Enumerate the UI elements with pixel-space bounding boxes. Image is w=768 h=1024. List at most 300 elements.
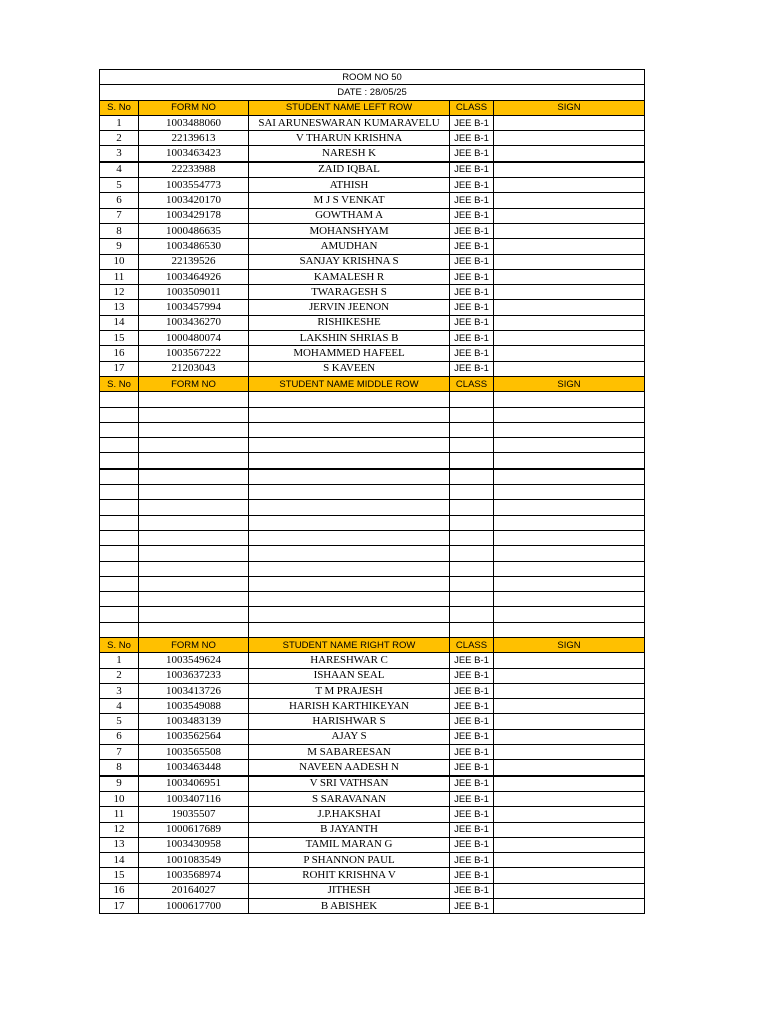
student-name-cell — [249, 453, 450, 469]
class-cell: JEE B-1 — [450, 361, 494, 376]
serial-no-cell: 7 — [100, 745, 139, 760]
serial-no-cell: 17 — [100, 899, 139, 914]
form-no-cell: 1003406951 — [139, 776, 249, 792]
class-cell: JEE B-1 — [450, 899, 494, 914]
sign-cell[interactable] — [494, 837, 645, 852]
serial-no-header: S. No — [100, 376, 139, 391]
sign-cell[interactable] — [494, 899, 645, 914]
student-name-cell: TAMIL MARAN G — [249, 837, 450, 852]
class-cell — [450, 438, 494, 453]
student-name-cell — [249, 500, 450, 515]
serial-no-cell — [100, 576, 139, 591]
class-cell: JEE B-1 — [450, 729, 494, 744]
class-cell: JEE B-1 — [450, 300, 494, 315]
serial-no-cell — [100, 530, 139, 545]
sign-cell[interactable] — [494, 469, 645, 485]
form-no-cell — [139, 592, 249, 607]
class-cell — [450, 469, 494, 485]
sign-cell[interactable] — [494, 146, 645, 162]
form-no-cell — [139, 515, 249, 530]
sign-cell[interactable] — [494, 530, 645, 545]
student-name-cell: HARESHWAR C — [249, 653, 450, 668]
form-no-header: FORM NO — [139, 100, 249, 115]
form-no-cell: 22233988 — [139, 162, 249, 178]
sign-cell[interactable] — [494, 178, 645, 193]
student-name-cell: LAKSHIN SHRIAS B — [249, 331, 450, 346]
table-row — [100, 791, 645, 806]
class-cell: JEE B-1 — [450, 822, 494, 837]
table-row — [100, 223, 645, 238]
form-no-cell — [139, 500, 249, 515]
table-row — [100, 683, 645, 698]
table-row — [100, 515, 645, 530]
sign-cell[interactable] — [494, 254, 645, 269]
table-row — [100, 300, 645, 315]
form-no-cell: 1003486530 — [139, 239, 249, 254]
student-name-cell — [249, 438, 450, 453]
serial-no-cell — [100, 392, 139, 407]
form-no-cell: 1003567222 — [139, 346, 249, 361]
student-name-cell: T M PRAJESH — [249, 683, 450, 698]
sign-cell[interactable] — [494, 208, 645, 223]
table-row — [100, 239, 645, 254]
form-no-cell: 1003457994 — [139, 300, 249, 315]
sign-cell[interactable] — [494, 546, 645, 561]
sign-cell[interactable] — [494, 422, 645, 437]
table-row — [100, 254, 645, 269]
class-cell: JEE B-1 — [450, 223, 494, 238]
table-row — [100, 500, 645, 515]
serial-no-cell: 1 — [100, 115, 139, 130]
class-cell — [450, 592, 494, 607]
table-row — [100, 361, 645, 376]
serial-no-cell: 14 — [100, 315, 139, 330]
sign-cell[interactable] — [494, 776, 645, 792]
form-no-cell: 1003549624 — [139, 653, 249, 668]
sign-cell[interactable] — [494, 407, 645, 422]
form-no-cell — [139, 422, 249, 437]
sign-cell[interactable] — [494, 699, 645, 714]
student-name-cell: NAVEEN AADESH N — [249, 760, 450, 776]
student-name-cell: HARISH KARTHIKEYAN — [249, 699, 450, 714]
class-header: CLASS — [450, 637, 494, 652]
sign-cell[interactable] — [494, 269, 645, 284]
table-row — [100, 837, 645, 852]
class-cell — [450, 392, 494, 407]
serial-no-cell: 4 — [100, 699, 139, 714]
table-row — [100, 592, 645, 607]
sign-header: SIGN — [494, 637, 645, 652]
table-row — [100, 208, 645, 223]
form-no-cell: 1003509011 — [139, 285, 249, 300]
form-no-cell: 1000480074 — [139, 331, 249, 346]
class-cell: JEE B-1 — [450, 315, 494, 330]
table-row — [100, 546, 645, 561]
form-no-cell — [139, 407, 249, 422]
student-name-cell — [249, 622, 450, 637]
class-cell — [450, 622, 494, 637]
form-no-cell: 1003549088 — [139, 699, 249, 714]
sign-cell[interactable] — [494, 607, 645, 622]
student-name-cell: S KAVEEN — [249, 361, 450, 376]
table-row — [100, 346, 645, 361]
sign-cell[interactable] — [494, 745, 645, 760]
class-cell: JEE B-1 — [450, 269, 494, 284]
form-no-cell: 22139613 — [139, 131, 249, 146]
serial-no-cell: 9 — [100, 776, 139, 792]
student-name-cell: JERVIN JEENON — [249, 300, 450, 315]
class-header: CLASS — [450, 376, 494, 391]
student-name-cell — [249, 485, 450, 500]
student-name-header: STUDENT NAME MIDDLE ROW — [249, 376, 450, 391]
sign-cell[interactable] — [494, 853, 645, 868]
section-header-row — [100, 100, 645, 115]
serial-no-cell: 8 — [100, 223, 139, 238]
form-no-cell: 1001083549 — [139, 853, 249, 868]
form-no-cell: 1000486635 — [139, 223, 249, 238]
serial-no-header: S. No — [100, 637, 139, 652]
sign-cell[interactable] — [494, 285, 645, 300]
student-name-cell: SANJAY KRISHNA S — [249, 254, 450, 269]
serial-no-cell: 7 — [100, 208, 139, 223]
serial-no-cell — [100, 607, 139, 622]
form-no-cell — [139, 530, 249, 545]
sign-cell[interactable] — [494, 729, 645, 744]
table-row — [100, 285, 645, 300]
class-cell: JEE B-1 — [450, 714, 494, 729]
serial-no-cell: 15 — [100, 331, 139, 346]
class-cell: JEE B-1 — [450, 668, 494, 683]
student-name-cell: TWARAGESH S — [249, 285, 450, 300]
student-name-cell: RISHIKESHE — [249, 315, 450, 330]
sign-cell[interactable] — [494, 622, 645, 637]
sign-cell[interactable] — [494, 115, 645, 130]
form-no-cell: 22139526 — [139, 254, 249, 269]
student-name-cell: M SABAREESAN — [249, 745, 450, 760]
serial-no-cell — [100, 622, 139, 637]
serial-no-cell: 4 — [100, 162, 139, 178]
sign-cell[interactable] — [494, 131, 645, 146]
form-no-cell — [139, 438, 249, 453]
student-name-cell — [249, 576, 450, 591]
table-row — [100, 868, 645, 883]
form-no-cell — [139, 561, 249, 576]
form-no-cell — [139, 392, 249, 407]
serial-no-cell — [100, 546, 139, 561]
class-cell: JEE B-1 — [450, 837, 494, 852]
form-no-cell: 1003554773 — [139, 178, 249, 193]
sign-cell[interactable] — [494, 515, 645, 530]
table-row — [100, 530, 645, 545]
serial-no-cell: 10 — [100, 254, 139, 269]
sign-cell[interactable] — [494, 576, 645, 591]
form-no-cell — [139, 576, 249, 591]
table-row — [100, 162, 645, 178]
sign-cell[interactable] — [494, 791, 645, 806]
sign-cell[interactable] — [494, 561, 645, 576]
class-cell: JEE B-1 — [450, 760, 494, 776]
sign-cell[interactable] — [494, 668, 645, 683]
form-no-cell: 1003488060 — [139, 115, 249, 130]
class-cell — [450, 515, 494, 530]
sign-cell[interactable] — [494, 883, 645, 898]
class-cell: JEE B-1 — [450, 745, 494, 760]
sign-cell[interactable] — [494, 714, 645, 729]
class-cell: JEE B-1 — [450, 683, 494, 698]
form-no-cell: 1003420170 — [139, 193, 249, 208]
table-row — [100, 576, 645, 591]
form-no-cell: 1003464926 — [139, 269, 249, 284]
student-name-cell — [249, 422, 450, 437]
class-cell — [450, 500, 494, 515]
class-cell — [450, 561, 494, 576]
class-cell: JEE B-1 — [450, 868, 494, 883]
form-no-cell — [139, 469, 249, 485]
attendance-sheet — [99, 69, 645, 914]
table-row — [100, 668, 645, 683]
table-row — [100, 392, 645, 407]
serial-no-cell — [100, 485, 139, 500]
class-cell: JEE B-1 — [450, 131, 494, 146]
serial-no-cell: 15 — [100, 868, 139, 883]
class-cell — [450, 607, 494, 622]
serial-no-cell: 10 — [100, 791, 139, 806]
form-no-cell: 20164027 — [139, 883, 249, 898]
student-name-cell: HARISHWAR S — [249, 714, 450, 729]
form-no-cell: 1003413726 — [139, 683, 249, 698]
form-no-cell: 1003429178 — [139, 208, 249, 223]
table-row — [100, 653, 645, 668]
sign-cell[interactable] — [494, 485, 645, 500]
form-no-cell — [139, 485, 249, 500]
serial-no-cell: 13 — [100, 837, 139, 852]
table-row — [100, 822, 645, 837]
class-cell: JEE B-1 — [450, 776, 494, 792]
student-name-cell: ATHISH — [249, 178, 450, 193]
table-row — [100, 622, 645, 637]
sign-cell[interactable] — [494, 760, 645, 776]
student-name-cell: J.P.HAKSHAI — [249, 807, 450, 822]
serial-no-cell: 5 — [100, 714, 139, 729]
class-cell: JEE B-1 — [450, 254, 494, 269]
serial-no-header: S. No — [100, 100, 139, 115]
sign-cell[interactable] — [494, 162, 645, 178]
table-row — [100, 853, 645, 868]
student-name-cell: B ABISHEK — [249, 899, 450, 914]
table-row — [100, 407, 645, 422]
student-name-cell — [249, 469, 450, 485]
sign-cell[interactable] — [494, 193, 645, 208]
sign-cell[interactable] — [494, 239, 645, 254]
student-name-cell — [249, 546, 450, 561]
sign-cell[interactable] — [494, 346, 645, 361]
sign-cell[interactable] — [494, 500, 645, 515]
serial-no-cell — [100, 422, 139, 437]
class-cell: JEE B-1 — [450, 331, 494, 346]
student-name-cell — [249, 607, 450, 622]
serial-no-cell: 1 — [100, 653, 139, 668]
table-row — [100, 729, 645, 744]
form-no-cell: 21203043 — [139, 361, 249, 376]
student-name-cell: P SHANNON PAUL — [249, 853, 450, 868]
table-row — [100, 485, 645, 500]
serial-no-cell: 17 — [100, 361, 139, 376]
sign-cell[interactable] — [494, 592, 645, 607]
sign-cell[interactable] — [494, 300, 645, 315]
student-name-cell: S SARAVANAN — [249, 791, 450, 806]
serial-no-cell — [100, 592, 139, 607]
student-name-cell: ZAID IQBAL — [249, 162, 450, 178]
form-no-cell — [139, 607, 249, 622]
student-name-cell — [249, 592, 450, 607]
sign-cell[interactable] — [494, 807, 645, 822]
form-no-cell: 1003463448 — [139, 760, 249, 776]
exam-date: DATE : 28/05/25 — [100, 85, 645, 100]
form-no-cell — [139, 453, 249, 469]
table-row — [100, 331, 645, 346]
student-name-cell — [249, 561, 450, 576]
serial-no-cell: 5 — [100, 178, 139, 193]
class-cell: JEE B-1 — [450, 208, 494, 223]
class-cell — [450, 530, 494, 545]
serial-no-cell: 2 — [100, 668, 139, 683]
serial-no-cell: 14 — [100, 853, 139, 868]
date-row — [100, 85, 645, 100]
student-name-cell: AMUDHAN — [249, 239, 450, 254]
student-name-cell: KAMALESH R — [249, 269, 450, 284]
student-name-cell: MOHAMMED HAFEEL — [249, 346, 450, 361]
class-cell: JEE B-1 — [450, 193, 494, 208]
sign-cell[interactable] — [494, 453, 645, 469]
table-row — [100, 422, 645, 437]
class-cell — [450, 407, 494, 422]
sign-cell[interactable] — [494, 315, 645, 330]
class-cell: JEE B-1 — [450, 115, 494, 130]
table-row — [100, 438, 645, 453]
class-cell: JEE B-1 — [450, 653, 494, 668]
table-row — [100, 883, 645, 898]
table-row — [100, 899, 645, 914]
section-header-row — [100, 637, 645, 652]
sign-cell[interactable] — [494, 392, 645, 407]
form-no-cell: 1003463423 — [139, 146, 249, 162]
form-no-cell: 1003562564 — [139, 729, 249, 744]
serial-no-cell: 3 — [100, 146, 139, 162]
serial-no-cell: 8 — [100, 760, 139, 776]
serial-no-cell: 11 — [100, 807, 139, 822]
student-name-cell: SAI ARUNESWARAN KUMARAVELU — [249, 115, 450, 130]
sign-cell[interactable] — [494, 223, 645, 238]
sign-header: SIGN — [494, 100, 645, 115]
form-no-cell: 19035507 — [139, 807, 249, 822]
class-cell: JEE B-1 — [450, 162, 494, 178]
table-row — [100, 453, 645, 469]
form-no-cell — [139, 622, 249, 637]
sign-cell[interactable] — [494, 822, 645, 837]
form-no-header: FORM NO — [139, 376, 249, 391]
sign-cell[interactable] — [494, 438, 645, 453]
form-no-cell: 1003483139 — [139, 714, 249, 729]
serial-no-cell — [100, 515, 139, 530]
table-row — [100, 315, 645, 330]
sign-cell[interactable] — [494, 653, 645, 668]
sign-cell[interactable] — [494, 361, 645, 376]
serial-no-cell — [100, 500, 139, 515]
serial-no-cell — [100, 469, 139, 485]
serial-no-cell: 12 — [100, 285, 139, 300]
table-row — [100, 146, 645, 162]
sign-cell[interactable] — [494, 868, 645, 883]
student-name-cell: JITHESH — [249, 883, 450, 898]
class-cell: JEE B-1 — [450, 883, 494, 898]
form-no-cell: 1003430958 — [139, 837, 249, 852]
table-row — [100, 760, 645, 776]
table-row — [100, 714, 645, 729]
serial-no-cell — [100, 561, 139, 576]
form-no-cell — [139, 546, 249, 561]
table-row — [100, 131, 645, 146]
student-name-cell: GOWTHAM A — [249, 208, 450, 223]
table-row — [100, 193, 645, 208]
student-name-cell: M J S VENKAT — [249, 193, 450, 208]
class-cell: JEE B-1 — [450, 699, 494, 714]
class-cell — [450, 576, 494, 591]
form-no-cell: 1000617700 — [139, 899, 249, 914]
sign-cell[interactable] — [494, 683, 645, 698]
serial-no-cell: 9 — [100, 239, 139, 254]
class-cell: JEE B-1 — [450, 239, 494, 254]
serial-no-cell: 2 — [100, 131, 139, 146]
table-row — [100, 269, 645, 284]
class-cell: JEE B-1 — [450, 791, 494, 806]
student-name-cell — [249, 407, 450, 422]
student-name-cell: AJAY S — [249, 729, 450, 744]
table-row — [100, 561, 645, 576]
table-row — [100, 745, 645, 760]
table-row — [100, 607, 645, 622]
serial-no-cell: 16 — [100, 346, 139, 361]
serial-no-cell: 6 — [100, 193, 139, 208]
class-cell — [450, 485, 494, 500]
student-name-cell: B JAYANTH — [249, 822, 450, 837]
serial-no-cell: 6 — [100, 729, 139, 744]
table-row — [100, 469, 645, 485]
serial-no-cell: 12 — [100, 822, 139, 837]
class-header: CLASS — [450, 100, 494, 115]
form-no-cell: 1003407116 — [139, 791, 249, 806]
class-cell: JEE B-1 — [450, 146, 494, 162]
student-name-cell: NARESH K — [249, 146, 450, 162]
sign-header: SIGN — [494, 376, 645, 391]
serial-no-cell — [100, 438, 139, 453]
student-name-cell — [249, 392, 450, 407]
class-cell: JEE B-1 — [450, 178, 494, 193]
student-name-cell — [249, 530, 450, 545]
table-row — [100, 699, 645, 714]
room-title: ROOM NO 50 — [100, 70, 645, 85]
student-name-cell: MOHANSHYAM — [249, 223, 450, 238]
form-no-cell: 1003565508 — [139, 745, 249, 760]
student-name-cell: ROHIT KRISHNA V — [249, 868, 450, 883]
form-no-cell: 1000617689 — [139, 822, 249, 837]
form-no-cell: 1003436270 — [139, 315, 249, 330]
class-cell — [450, 546, 494, 561]
serial-no-cell: 16 — [100, 883, 139, 898]
sign-cell[interactable] — [494, 331, 645, 346]
class-cell: JEE B-1 — [450, 807, 494, 822]
student-name-cell: ISHAAN SEAL — [249, 668, 450, 683]
student-name-cell: V THARUN KRISHNA — [249, 131, 450, 146]
